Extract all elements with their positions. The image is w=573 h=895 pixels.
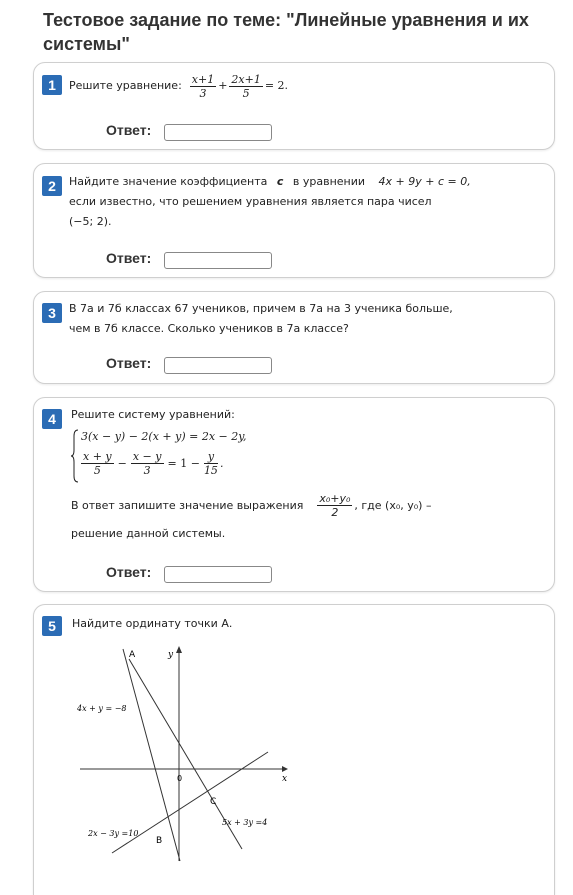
line2-label: 5x + 3y =4 xyxy=(222,818,268,827)
point-a-label: A xyxy=(129,650,136,660)
answer-input-3[interactable] xyxy=(164,357,272,374)
coordinate-graph xyxy=(72,643,292,863)
answer-label: Ответ: xyxy=(106,564,152,580)
point-b-label: B xyxy=(156,836,163,846)
question-card-3 xyxy=(33,291,555,384)
line3-label: 2x − 3y =10 xyxy=(88,829,139,838)
x-axis-label: x xyxy=(282,774,288,784)
question-number: 4 xyxy=(42,409,62,429)
question-card-5 xyxy=(33,604,555,895)
system-equation-2: $\frac{x + y}{5}$ − $\frac{x - y}{3}$ = 1 − $\frac{y}{15}$ . xyxy=(83,450,224,477)
point-c-label: C xyxy=(210,797,217,807)
y-axis-arrow xyxy=(176,646,182,653)
answer-input-2[interactable] xyxy=(164,252,272,269)
question-text: В 7а и 7б классах 67 учеников, причем в 7а на 3 ученика больше, чем в 7б классе. Сколько учеников в 7а классе? xyxy=(69,302,453,335)
question-number: 5 xyxy=(42,616,62,636)
answer-label: Ответ: xyxy=(106,122,152,138)
question-number: 3 xyxy=(42,303,62,323)
equation-system xyxy=(71,428,291,484)
question-text: Найдите ординату точки А. xyxy=(72,617,233,630)
answer-label: Ответ: xyxy=(106,250,152,266)
question-card-2 xyxy=(33,163,555,278)
y-axis-label: y xyxy=(168,650,174,660)
answer-label: Ответ: xyxy=(106,355,152,371)
question-card-1 xyxy=(33,62,555,150)
question-number: 1 xyxy=(42,75,62,95)
question-text xyxy=(69,71,288,101)
question-number: 2 xyxy=(42,176,62,196)
question-prompt: Решите уравнение: xyxy=(69,79,182,92)
line1-label: 4x + y = −8 xyxy=(77,704,127,713)
question-instruction: В ответ запишите значение выражения $\frac{\text{x₀+y₀}}{2}$ , где (x₀, y₀) – xyxy=(71,492,432,519)
question-card-4 xyxy=(33,397,555,592)
page-title: Тестовое задание по теме: "Линейные уравнения и их системы" xyxy=(43,10,529,54)
equation: $\frac{x+1}{3}$ + $\frac{2x+1}{5}$ = 2. xyxy=(191,72,289,100)
system-brace xyxy=(71,428,79,484)
answer-input-1[interactable] xyxy=(164,124,272,141)
question-instruction-cont: решение данной системы. xyxy=(71,527,226,540)
answer-input-4[interactable] xyxy=(164,566,272,583)
question-text: Найдите значение коэффициента c в уравнении 4x + 9y + c = 0, если известно, что решением уравнения является пара чисел (−5; 2). xyxy=(69,175,471,228)
question-text: Решите систему уравнений: xyxy=(71,408,235,421)
x-axis-arrow xyxy=(282,766,288,772)
origin-label: 0 xyxy=(177,774,183,783)
system-equation-1: 3(x − y) − 2(x + y) = 2x − 2y, xyxy=(81,430,247,443)
